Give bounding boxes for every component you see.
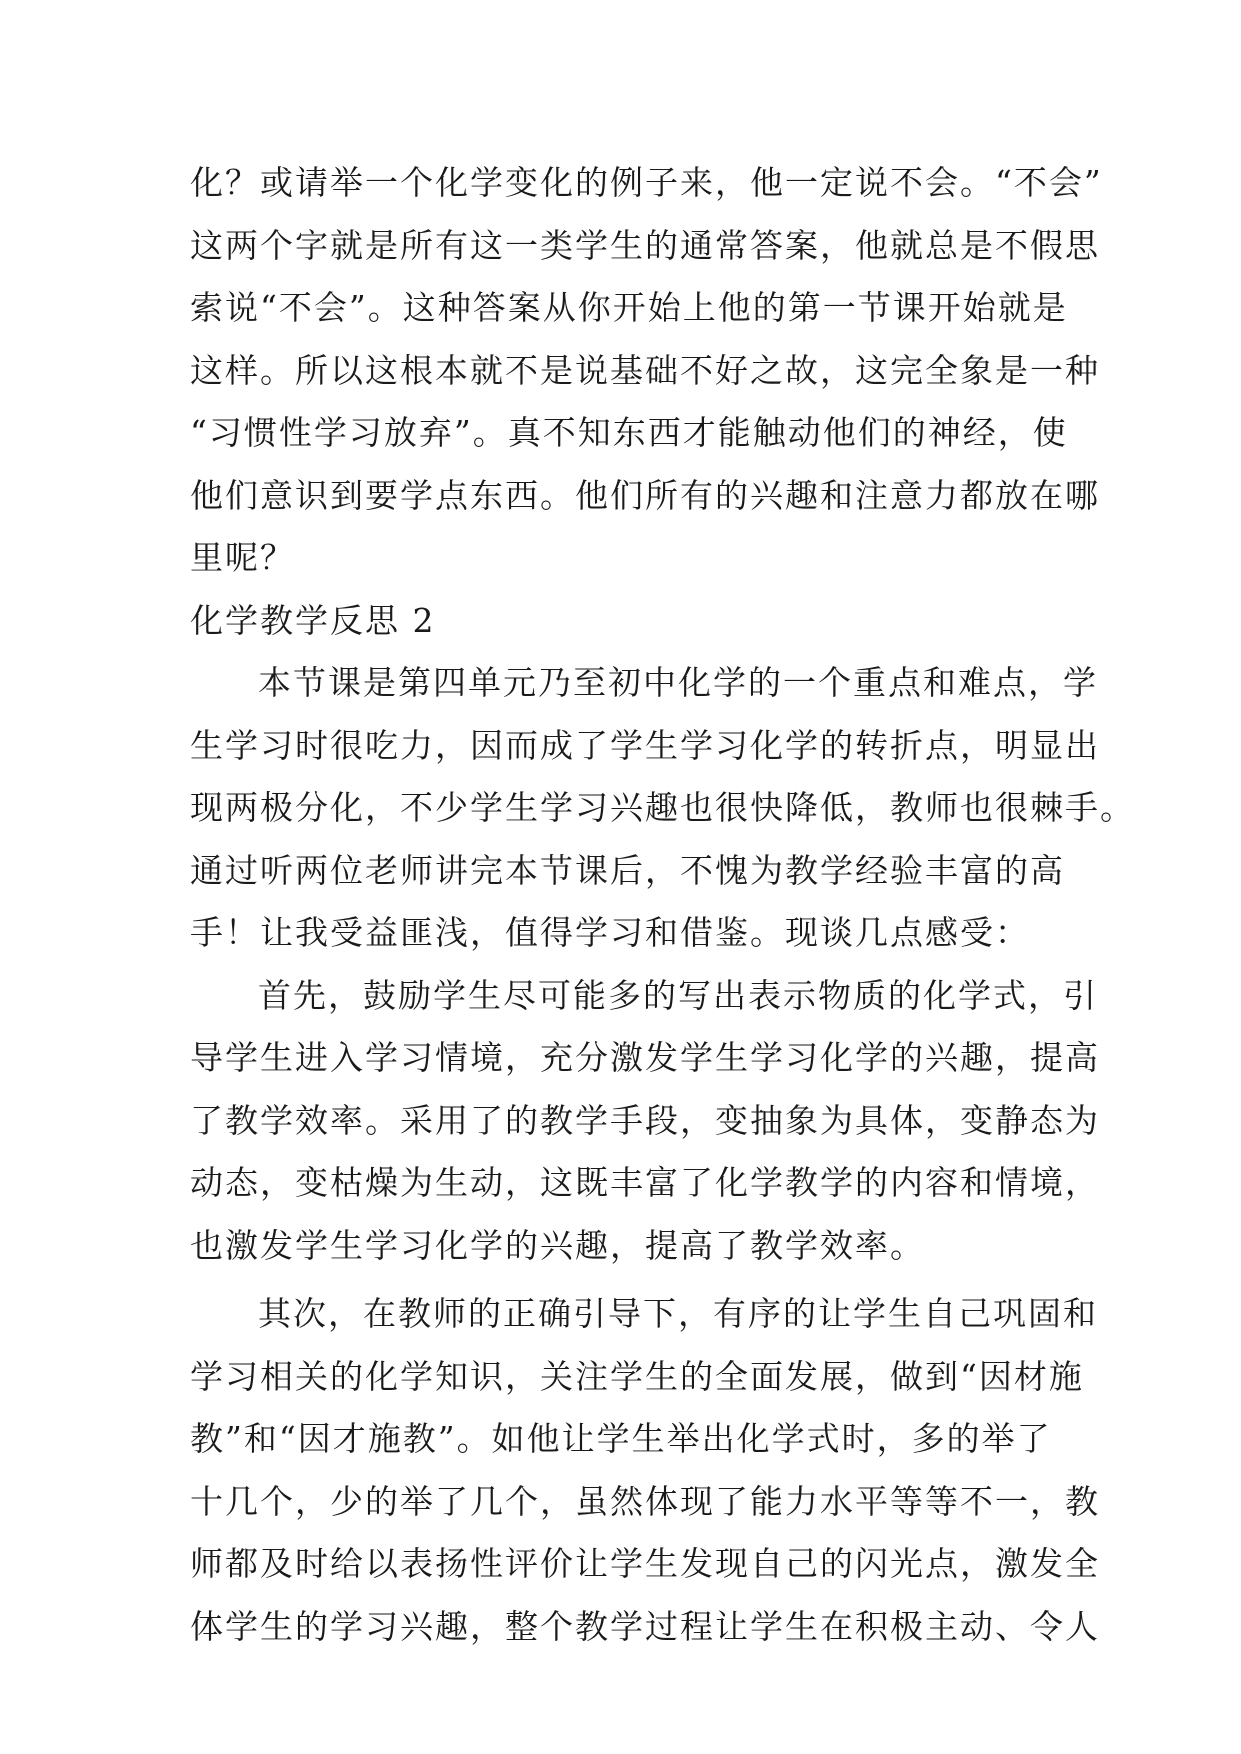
text-line: 这两个字就是所有这一类学生的通常答案，他就总是不假思 <box>190 225 1100 265</box>
section-title: 化学教学反思 2 <box>190 600 436 640</box>
text-line: 教”和“因才施教”。如他让学生举出化学式时，多的举了 <box>190 1419 1052 1458</box>
text-line: 师都及时给以表扬性评价让学生发现自己的闪光点，激发全 <box>190 1544 1100 1583</box>
text-line: 索说“不会”。这种答案从你开始上他的第一节课开始就是 <box>190 288 1068 327</box>
paragraph-3 <box>190 1283 1100 1658</box>
document-body <box>190 152 1135 1658</box>
text-line: 本节课是第四单元乃至初中化学的一个重点和难点，学 <box>258 663 1098 702</box>
text-line: 学习相关的化学知识，关注学生的全面发展，做到“因材施 <box>190 1356 1084 1396</box>
text-line: 生学习时很吃力，因而成了学生学习化学的转折点，明显出 <box>190 725 1100 765</box>
text-line: 动态，变枯燥为生动，这既丰富了化学教学的内容和情境， <box>190 1163 1100 1202</box>
text-line: 里呢？ <box>190 538 295 577</box>
text-line: 体学生的学习兴趣，整个教学过程让学生在积极主动、令人 <box>190 1606 1100 1646</box>
text-line: 他们意识到要学点东西。他们所有的兴趣和注意力都放在哪 <box>190 475 1100 515</box>
text-line: 首先，鼓励学生尽可能多的写出表示物质的化学式，引 <box>258 975 1098 1015</box>
text-line: 其次，在教师的正确引导下，有序的让学生自己巩固和 <box>258 1294 1098 1333</box>
paragraph-1 <box>190 652 1135 965</box>
text-line: 这样。所以这根本就不是说基础不好之故，这完全象是一种 <box>190 350 1100 390</box>
text-line: 化？或请举一个化学变化的例子来，他一定说不会。“不会” <box>190 163 1103 202</box>
carryover-paragraph <box>190 152 1103 590</box>
text-line: 现两极分化，不少学生学习兴趣也很快降低，教师也很棘手。 <box>190 788 1135 827</box>
text-line: 也激发学生学习化学的兴趣，提高了教学效率。 <box>190 1225 925 1265</box>
paragraph-2 <box>190 965 1100 1278</box>
text-line: “习惯性学习放弃”。真不知东西才能触动他们的神经，使 <box>190 413 1068 452</box>
text-line: 导学生进入学习情境，充分激发学生学习化学的兴趣，提高 <box>190 1038 1100 1077</box>
text-line: 了教学效率。采用了的教学手段，变抽象为具体，变静态为 <box>190 1100 1100 1140</box>
text-line: 十几个，少的举了几个，虽然体现了能力水平等等不一，教 <box>190 1481 1100 1521</box>
text-line: 手！让我受益匪浅，值得学习和借鉴。现谈几点感受： <box>190 913 1030 952</box>
text-line: 通过听两位老师讲完本节课后，不愧为教学经验丰富的高 <box>190 850 1065 890</box>
